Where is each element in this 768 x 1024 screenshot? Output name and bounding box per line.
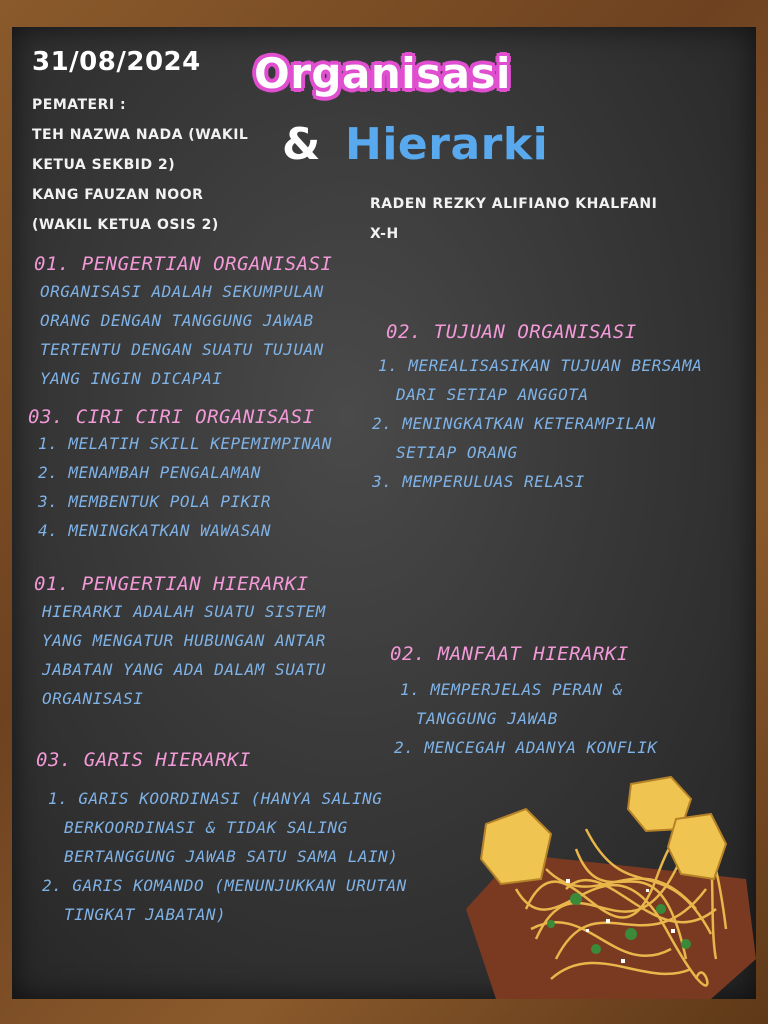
heading-garis-hierarki: 03. GARIS HIERARKI bbox=[36, 749, 251, 771]
pengertian-organisasi-text bbox=[40, 277, 324, 393]
chalkboard bbox=[12, 27, 756, 999]
author-block bbox=[370, 189, 657, 249]
list-item: 4. MENINGKATKAN WAWASAN bbox=[38, 521, 272, 540]
text-line: YANG MENGATUR HUBUNGAN ANTAR bbox=[42, 631, 326, 650]
pemateri-block bbox=[32, 90, 248, 240]
manfaat-hierarki-list bbox=[394, 675, 658, 762]
list-item: 3. MEMPERULUAS RELASI bbox=[372, 472, 585, 491]
title-organisasi: Organisasi bbox=[254, 49, 511, 98]
heading-pengertian-hierarki: 01. PENGERTIAN HIERARKI bbox=[34, 573, 309, 595]
pemateri-line: (WAKIL KETUA OSIS 2) bbox=[32, 217, 219, 233]
heading-manfaat-hierarki: 02. MANFAAT HIERARKI bbox=[390, 643, 629, 665]
list-item: 1. MEMPERJELAS PERAN & bbox=[400, 680, 623, 699]
pemateri-line: TEH NAZWA NADA (WAKIL bbox=[32, 127, 249, 143]
list-item: BERKOORDINASI & TIDAK SALING bbox=[64, 818, 348, 837]
heading-pengertian-organisasi: 01. PENGERTIAN ORGANISASI bbox=[34, 253, 333, 275]
author-name: RADEN REZKY ALIFIANO KHALFANI bbox=[370, 196, 658, 212]
list-item: 2. MENCEGAH ADANYA KONFLIK bbox=[394, 738, 658, 757]
text-line: JABATAN YANG ADA DALAM SUATU bbox=[42, 660, 326, 679]
title-hierarki: Hierarki bbox=[345, 119, 549, 170]
text-line: YANG INGIN DICAPAI bbox=[40, 369, 223, 388]
list-item: BERTANGGUNG JAWAB SATU SAMA LAIN) bbox=[64, 847, 399, 866]
heading-tujuan-organisasi: 02. TUJUAN ORGANISASI bbox=[386, 321, 637, 343]
author-class: X-H bbox=[370, 226, 399, 242]
text-line: ORGANISASI bbox=[42, 689, 144, 708]
list-item: 2. MENINGKATKAN KETERAMPILAN bbox=[372, 414, 656, 433]
list-item: 1. GARIS KOORDINASI (HANYA SALING bbox=[48, 789, 383, 808]
text-line: ORGANISASI ADALAH SEKUMPULAN bbox=[40, 282, 324, 301]
tujuan-organisasi-list bbox=[372, 351, 703, 496]
pengertian-hierarki-text bbox=[42, 597, 326, 713]
pemateri-label: PEMATERI : bbox=[32, 97, 127, 113]
date: 31/08/2024 bbox=[32, 47, 201, 77]
text-line: HIERARKI ADALAH SUATU SISTEM bbox=[42, 602, 326, 621]
noodle-plate-icon bbox=[456, 759, 756, 999]
list-item: 2. MENAMBAH PENGALAMAN bbox=[38, 463, 261, 482]
pemateri-line: KETUA SEKBID 2) bbox=[32, 157, 176, 173]
list-item: 2. GARIS KOMANDO (MENUNJUKKAN URUTAN bbox=[42, 876, 407, 895]
list-item: 3. MEMBENTUK POLA PIKIR bbox=[38, 492, 272, 511]
list-item: 1. MEREALISASIKAN TUJUAN BERSAMA bbox=[378, 356, 703, 375]
list-item: TANGGUNG JAWAB bbox=[416, 709, 558, 728]
garis-hierarki-list bbox=[42, 784, 407, 929]
list-item: 1. MELATIH SKILL KEPEMIMPINAN bbox=[38, 434, 332, 453]
heading-ciri-organisasi: 03. CIRI CIRI ORGANISASI bbox=[28, 406, 315, 428]
pemateri-line: KANG FAUZAN NOOR bbox=[32, 187, 204, 203]
list-item: DARI SETIAP ANGGOTA bbox=[396, 385, 589, 404]
text-line: TERTENTU DENGAN SUATU TUJUAN bbox=[40, 340, 324, 359]
text-line: ORANG DENGAN TANGGUNG JAWAB bbox=[40, 311, 314, 330]
list-item: TINGKAT JABATAN) bbox=[64, 905, 227, 924]
ciri-organisasi-list bbox=[38, 429, 332, 545]
list-item: SETIAP ORANG bbox=[396, 443, 518, 462]
title-ampersand: & bbox=[282, 119, 321, 170]
